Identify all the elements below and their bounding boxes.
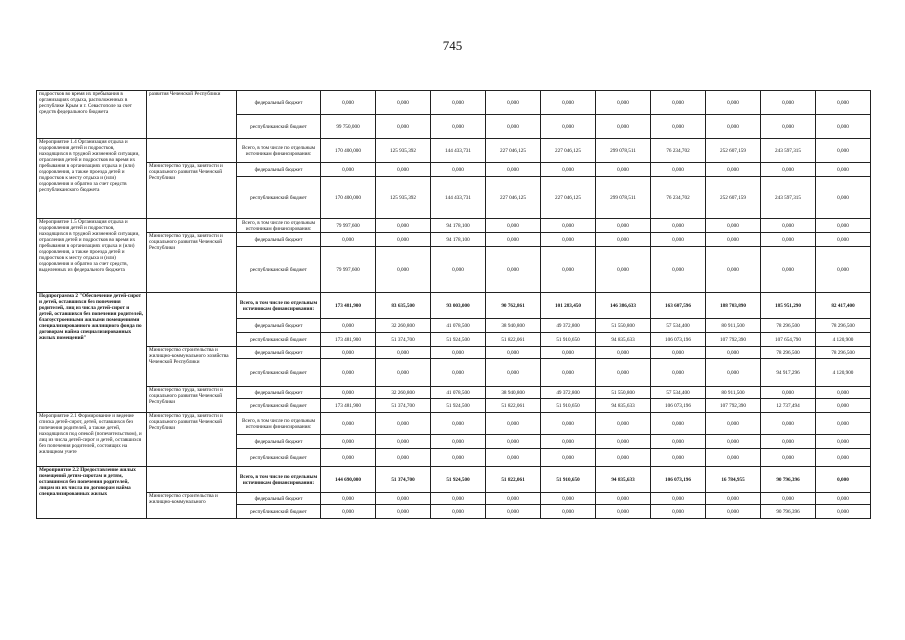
amount-cell: 0,000	[651, 435, 706, 449]
amount-cell: 78 296,500	[761, 319, 816, 333]
amount-cell: 0,000	[706, 347, 761, 359]
amount-cell: 0,000	[651, 163, 706, 177]
funding-table	[36, 90, 871, 519]
amount-cell: 0,000	[651, 359, 706, 387]
funding-source: федеральный бюджет	[237, 319, 321, 333]
amount-cell: 0,000	[816, 399, 871, 413]
amount-cell: 101 283,450	[541, 293, 596, 319]
amount-cell: 0,000	[706, 435, 761, 449]
amount-cell: 0,000	[651, 233, 706, 247]
amount-cell: 0,000	[816, 467, 871, 493]
amount-cell: 0,000	[321, 233, 376, 247]
amount-cell: 0,000	[376, 347, 431, 359]
funding-source: республиканский бюджет	[237, 177, 321, 219]
table-row	[37, 293, 871, 319]
amount-cell: 0,000	[761, 493, 816, 505]
amount-cell: 51 550,800	[596, 387, 651, 399]
amount-cell: 0,000	[486, 219, 541, 233]
page-number: 745	[442, 38, 463, 53]
amount-cell: 0,000	[321, 163, 376, 177]
funding-source: федеральный бюджет	[237, 493, 321, 505]
amount-cell: 94 835,633	[596, 333, 651, 347]
amount-cell: 0,000	[596, 219, 651, 233]
amount-cell: 83 635,500	[376, 293, 431, 319]
amount-cell: 173 481,900	[321, 399, 376, 413]
amount-cell: 146 386,633	[596, 293, 651, 319]
amount-cell: 0,000	[321, 413, 376, 435]
table-row	[37, 139, 871, 163]
amount-cell: 79 997,600	[321, 247, 376, 293]
measure-description: Мероприятие 1.5 Организация отдыха и оздоровления детей и подростков, находящихся в трудной жизненной ситуации, отрасления детей и подростков во время их пребывания в организациях отдыха и (или) оздоровления, а также проезда детей и подростков к месту отдыха и (или) оздоровления и обратно за счет средств, выделенных из федерального бюджета	[37, 219, 147, 293]
amount-cell: 0,000	[541, 505, 596, 519]
amount-cell: 0,000	[486, 347, 541, 359]
amount-cell: 49 372,800	[541, 387, 596, 399]
responsible-executor: Министерство труда, занятости и социального развития Чеченской Республики	[147, 163, 237, 219]
funding-source: федеральный бюджет	[237, 347, 321, 359]
measure-description: Мероприятие 2.2 Предоставление жилых помещений детям-сиротам и детям, оставшимся без попечения родителей, лицам из их числа по договорам найма специализированных жилых	[37, 467, 147, 519]
table-row	[37, 387, 871, 399]
amount-cell: 0,000	[761, 435, 816, 449]
amount-cell: 51 924,500	[431, 333, 486, 347]
amount-cell: 106 073,196	[651, 333, 706, 347]
amount-cell: 0,000	[596, 247, 651, 293]
funding-source: Всего, в том числе по отдельным источникам финансирования:	[237, 293, 321, 319]
amount-cell: 227 046,125	[486, 139, 541, 163]
amount-cell: 0,000	[486, 359, 541, 387]
amount-cell: 51 910,650	[541, 333, 596, 347]
amount-cell: 99 750,000	[321, 115, 376, 139]
amount-cell: 0,000	[431, 435, 486, 449]
amount-cell: 32 260,800	[376, 319, 431, 333]
amount-cell: 0,000	[321, 387, 376, 399]
amount-cell: 0,000	[706, 413, 761, 435]
amount-cell: 0,000	[376, 449, 431, 467]
amount-cell: 0,000	[431, 91, 486, 115]
amount-cell: 0,000	[816, 449, 871, 467]
amount-cell: 243 597,315	[761, 139, 816, 163]
amount-cell: 0,000	[761, 91, 816, 115]
amount-cell: 0,000	[596, 449, 651, 467]
amount-cell: 0,000	[816, 505, 871, 519]
amount-cell: 0,000	[596, 413, 651, 435]
funding-source: Всего, в том числе по отдельным источникам финансирования:	[237, 467, 321, 493]
amount-cell: 0,000	[486, 163, 541, 177]
amount-cell: 4 120,900	[816, 359, 871, 387]
amount-cell: 0,000	[761, 115, 816, 139]
amount-cell: 0,000	[431, 449, 486, 467]
amount-cell: 0,000	[706, 233, 761, 247]
responsible-executor: Министерство труда, занятости и социального развития Чеченской Республики	[147, 413, 237, 467]
amount-cell: 0,000	[321, 449, 376, 467]
amount-cell: 252 607,159	[706, 177, 761, 219]
amount-cell: 80 911,500	[706, 387, 761, 399]
amount-cell: 0,000	[816, 139, 871, 163]
amount-cell: 0,000	[541, 435, 596, 449]
amount-cell: 94 835,633	[596, 399, 651, 413]
amount-cell: 0,000	[706, 359, 761, 387]
amount-cell: 0,000	[816, 177, 871, 219]
funding-source: республиканский бюджет	[237, 359, 321, 387]
amount-cell: 0,000	[651, 493, 706, 505]
amount-cell: 51 822,061	[486, 467, 541, 493]
amount-cell: 0,000	[761, 247, 816, 293]
amount-cell: 107 792,390	[706, 333, 761, 347]
amount-cell: 0,000	[376, 233, 431, 247]
amount-cell: 41 078,500	[431, 387, 486, 399]
amount-cell: 0,000	[651, 91, 706, 115]
table-row	[37, 219, 871, 233]
amount-cell: 0,000	[431, 359, 486, 387]
responsible-executor: Министерство труда, занятости и социального развития Чеченской Республики	[147, 233, 237, 293]
amount-cell: 0,000	[541, 359, 596, 387]
amount-cell: 32 260,800	[376, 387, 431, 399]
amount-cell: 0,000	[376, 435, 431, 449]
amount-cell: 0,000	[816, 435, 871, 449]
amount-cell: 0,000	[376, 115, 431, 139]
amount-cell: 38 940,800	[486, 319, 541, 333]
amount-cell: 0,000	[541, 219, 596, 233]
amount-cell: 0,000	[651, 505, 706, 519]
measure-description: Мероприятие 1.4 Организация отдыха и оздоровления детей и подростков, находящихся в трудной жизненной ситуации, отрасления детей и подростков во время их пребывания в организациях отдыха и (или) оздоровления, а также проезда детей и подростков к месту отдыха и (или) оздоровления и обратно за счет средств республиканского бюджета	[37, 139, 147, 219]
amount-cell: 12 737,494	[761, 399, 816, 413]
amount-cell: 51 822,061	[486, 399, 541, 413]
amount-cell: 0,000	[761, 163, 816, 177]
amount-cell: 0,000	[706, 247, 761, 293]
amount-cell: 125 935,392	[376, 139, 431, 163]
amount-cell: 0,000	[596, 91, 651, 115]
funding-source: федеральный бюджет	[237, 435, 321, 449]
amount-cell: 0,000	[596, 115, 651, 139]
amount-cell: 0,000	[321, 493, 376, 505]
amount-cell: 0,000	[321, 347, 376, 359]
amount-cell: 0,000	[816, 163, 871, 177]
amount-cell: 0,000	[541, 115, 596, 139]
amount-cell: 144 433,731	[431, 177, 486, 219]
amount-cell: 0,000	[761, 413, 816, 435]
amount-cell: 51 374,700	[376, 333, 431, 347]
amount-cell: 0,000	[596, 163, 651, 177]
amount-cell: 0,000	[321, 91, 376, 115]
responsible-executor: развития Чеченской Республики	[147, 91, 237, 139]
amount-cell: 51 550,800	[596, 319, 651, 333]
amount-cell: 0,000	[431, 115, 486, 139]
measure-description: Подпрограмма 2 "Обеспечение детей-сирот и детей, оставшихся без попечения родителей, лиц из числа детей-сирот и детей, оставшихся без попечения родителей, благоустроенными жилыми помещениями специализированного жилищного фонда по договорам найма специализированных жилых помещений"	[37, 293, 147, 413]
responsible-executor	[147, 293, 237, 347]
measure-description: Мероприятие 2.1 Формирование и ведение списка детей-сирот, детей, оставшихся без попечения родителей, а также детей, находящихся под опекой (попечительством), и лиц из числа детей-сирот и детей, оставшихся без попечения родителей, состоящих на жилищном учете	[37, 413, 147, 467]
amount-cell: 125 935,392	[376, 177, 431, 219]
amount-cell: 0,000	[596, 359, 651, 387]
responsible-executor	[147, 219, 237, 233]
funding-source: Всего, в том числе по отдельным источникам финансирования:	[237, 413, 321, 435]
amount-cell: 0,000	[706, 449, 761, 467]
funding-source: республиканский бюджет	[237, 333, 321, 347]
amount-cell: 144 690,000	[321, 467, 376, 493]
funding-source: республиканский бюджет	[237, 505, 321, 519]
table-row	[37, 493, 871, 505]
amount-cell: 0,000	[431, 163, 486, 177]
amount-cell: 0,000	[651, 219, 706, 233]
amount-cell: 0,000	[486, 233, 541, 247]
amount-cell: 185 951,290	[761, 293, 816, 319]
amount-cell: 38 940,800	[486, 387, 541, 399]
amount-cell: 79 997,600	[321, 219, 376, 233]
amount-cell: 94 178,100	[431, 233, 486, 247]
amount-cell: 0,000	[651, 347, 706, 359]
amount-cell: 0,000	[431, 247, 486, 293]
amount-cell: 0,000	[541, 91, 596, 115]
amount-cell: 0,000	[486, 449, 541, 467]
amount-cell: 0,000	[596, 347, 651, 359]
amount-cell: 0,000	[541, 233, 596, 247]
amount-cell: 0,000	[651, 247, 706, 293]
amount-cell: 78 296,500	[761, 347, 816, 359]
amount-cell: 0,000	[816, 387, 871, 399]
amount-cell: 0,000	[321, 505, 376, 519]
table-row	[37, 347, 871, 359]
amount-cell: 57 534,400	[651, 387, 706, 399]
amount-cell: 227 046,125	[541, 177, 596, 219]
amount-cell: 57 534,400	[651, 319, 706, 333]
funding-source: федеральный бюджет	[237, 91, 321, 115]
amount-cell: 0,000	[816, 219, 871, 233]
table-row	[37, 233, 871, 247]
amount-cell: 107 792,390	[706, 399, 761, 413]
amount-cell: 82 417,400	[816, 293, 871, 319]
amount-cell: 0,000	[651, 449, 706, 467]
amount-cell: 106 073,196	[651, 399, 706, 413]
amount-cell: 0,000	[816, 413, 871, 435]
amount-cell: 0,000	[486, 247, 541, 293]
amount-cell: 76 234,702	[651, 177, 706, 219]
amount-cell: 90 796,396	[761, 505, 816, 519]
amount-cell: 299 078,511	[596, 139, 651, 163]
responsible-executor	[147, 139, 237, 163]
amount-cell: 0,000	[431, 493, 486, 505]
amount-cell: 0,000	[376, 359, 431, 387]
amount-cell: 94 917,296	[761, 359, 816, 387]
funding-source: Всего, в том числе по отдельным источникам финансирования:	[237, 139, 321, 163]
amount-cell: 51 374,700	[376, 399, 431, 413]
amount-cell: 0,000	[376, 505, 431, 519]
funding-source: федеральный бюджет	[237, 163, 321, 177]
amount-cell: 0,000	[541, 413, 596, 435]
funding-source: федеральный бюджет	[237, 233, 321, 247]
amount-cell: 51 374,700	[376, 467, 431, 493]
amount-cell: 51 924,500	[431, 467, 486, 493]
amount-cell: 0,000	[761, 449, 816, 467]
table-row	[37, 163, 871, 177]
amount-cell: 0,000	[486, 115, 541, 139]
amount-cell: 0,000	[706, 163, 761, 177]
amount-cell: 0,000	[706, 115, 761, 139]
amount-cell: 0,000	[376, 163, 431, 177]
funding-source: федеральный бюджет	[237, 387, 321, 399]
amount-cell: 0,000	[376, 247, 431, 293]
amount-cell: 80 911,500	[706, 319, 761, 333]
amount-cell: 41 078,500	[431, 319, 486, 333]
amount-cell: 252 607,159	[706, 139, 761, 163]
amount-cell: 51 910,650	[541, 467, 596, 493]
amount-cell: 0,000	[486, 91, 541, 115]
table-row	[37, 413, 871, 435]
amount-cell: 0,000	[486, 435, 541, 449]
amount-cell: 49 372,800	[541, 319, 596, 333]
amount-cell: 94 178,100	[431, 219, 486, 233]
funding-source: республиканский бюджет	[237, 399, 321, 413]
amount-cell: 0,000	[376, 493, 431, 505]
amount-cell: 76 234,702	[651, 139, 706, 163]
amount-cell: 0,000	[761, 219, 816, 233]
amount-cell: 16 784,955	[706, 467, 761, 493]
funding-source: республиканский бюджет	[237, 247, 321, 293]
amount-cell: 0,000	[321, 435, 376, 449]
amount-cell: 90 796,396	[761, 467, 816, 493]
amount-cell: 243 597,315	[761, 177, 816, 219]
amount-cell: 0,000	[596, 435, 651, 449]
amount-cell: 0,000	[486, 413, 541, 435]
amount-cell: 0,000	[706, 493, 761, 505]
amount-cell: 0,000	[816, 233, 871, 247]
responsible-executor: Министерство строительства и жилищно-коммунального хозяйства Чеченской Республики	[147, 347, 237, 387]
amount-cell: 0,000	[431, 347, 486, 359]
amount-cell: 0,000	[321, 319, 376, 333]
amount-cell: 0,000	[816, 91, 871, 115]
amount-cell: 299 078,511	[596, 177, 651, 219]
amount-cell: 93 003,000	[431, 293, 486, 319]
amount-cell: 0,000	[376, 91, 431, 115]
amount-cell: 0,000	[541, 347, 596, 359]
table-row	[37, 91, 871, 115]
amount-cell: 0,000	[486, 505, 541, 519]
table-row	[37, 467, 871, 493]
amount-cell: 0,000	[431, 413, 486, 435]
amount-cell: 0,000	[376, 413, 431, 435]
amount-cell: 0,000	[541, 493, 596, 505]
amount-cell: 78 296,500	[816, 347, 871, 359]
responsible-executor: Министерство строительства и жилищно-коммунального	[147, 493, 237, 519]
amount-cell: 51 924,500	[431, 399, 486, 413]
amount-cell: 163 607,596	[651, 293, 706, 319]
amount-cell: 106 073,196	[651, 467, 706, 493]
amount-cell: 4 120,900	[816, 333, 871, 347]
amount-cell: 0,000	[816, 493, 871, 505]
amount-cell: 0,000	[431, 505, 486, 519]
amount-cell: 0,000	[816, 247, 871, 293]
amount-cell: 0,000	[706, 219, 761, 233]
amount-cell: 94 835,633	[596, 467, 651, 493]
funding-source: республиканский бюджет	[237, 449, 321, 467]
amount-cell: 0,000	[321, 359, 376, 387]
funding-source: республиканский бюджет	[237, 115, 321, 139]
funding-source: Всего, в том числе по отдельным источникам финансирования:	[237, 219, 321, 233]
amount-cell: 0,000	[651, 413, 706, 435]
responsible-executor: Министерство труда, занятости и социального развития Чеченской Республики	[147, 387, 237, 413]
amount-cell: 51 910,650	[541, 399, 596, 413]
amount-cell: 0,000	[596, 493, 651, 505]
amount-cell: 144 433,731	[431, 139, 486, 163]
amount-cell: 0,000	[706, 505, 761, 519]
amount-cell: 0,000	[596, 505, 651, 519]
amount-cell: 227 046,125	[541, 139, 596, 163]
amount-cell: 170 400,000	[321, 177, 376, 219]
responsible-executor	[147, 467, 237, 493]
amount-cell: 170 400,000	[321, 139, 376, 163]
amount-cell: 51 822,061	[486, 333, 541, 347]
amount-cell: 173 481,900	[321, 333, 376, 347]
amount-cell: 0,000	[596, 233, 651, 247]
amount-cell: 0,000	[816, 115, 871, 139]
amount-cell: 0,000	[541, 247, 596, 293]
amount-cell: 0,000	[486, 493, 541, 505]
amount-cell: 0,000	[761, 233, 816, 247]
amount-cell: 78 296,500	[816, 319, 871, 333]
amount-cell: 0,000	[541, 449, 596, 467]
amount-cell: 0,000	[376, 219, 431, 233]
amount-cell: 0,000	[651, 115, 706, 139]
measure-description: подростков во время их пребывания в организациях отдыха, расположенных в республике Крым и г. Севастополе за счет средств федерального бюджета	[37, 91, 147, 139]
amount-cell: 0,000	[541, 163, 596, 177]
amount-cell: 107 654,790	[761, 333, 816, 347]
amount-cell: 0,000	[706, 91, 761, 115]
amount-cell: 188 703,890	[706, 293, 761, 319]
amount-cell: 0,000	[761, 387, 816, 399]
amount-cell: 227 046,125	[486, 177, 541, 219]
amount-cell: 90 762,861	[486, 293, 541, 319]
amount-cell: 173 481,900	[321, 293, 376, 319]
